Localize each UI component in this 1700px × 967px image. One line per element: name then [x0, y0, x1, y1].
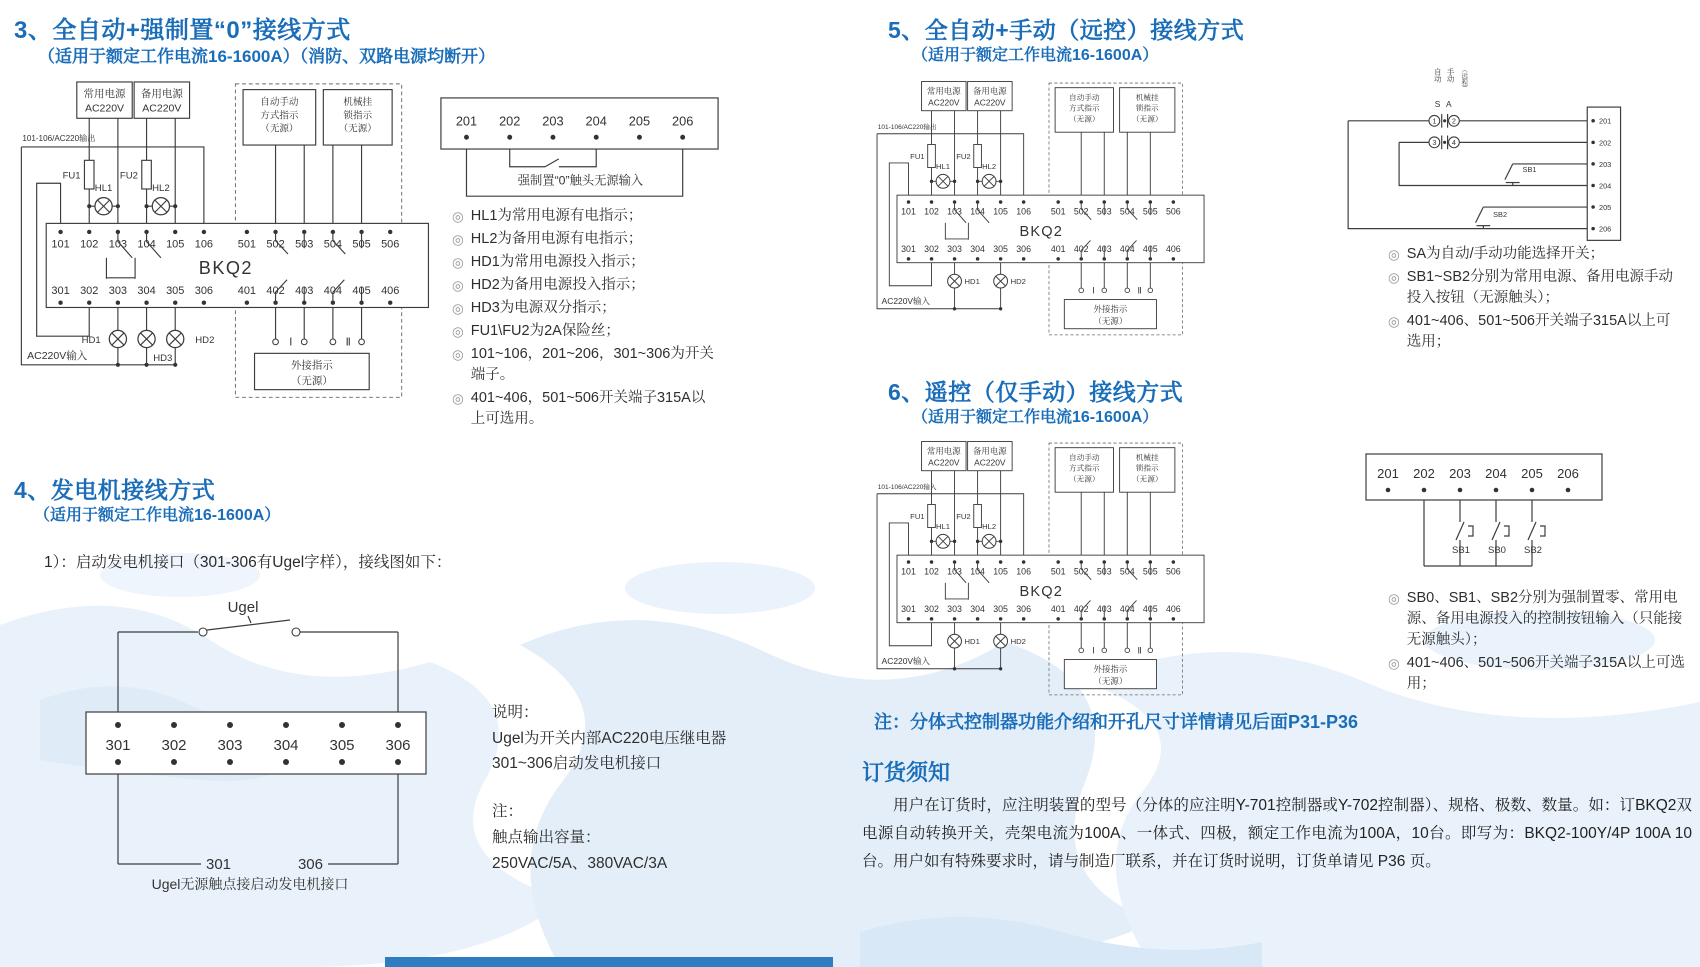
svg-text:303: 303 — [108, 285, 128, 298]
svg-text:303: 303 — [947, 243, 962, 254]
svg-text:503: 503 — [1096, 566, 1112, 577]
note-line: 250VAC/5A、380VAC/3A — [492, 854, 668, 872]
device-label: BKQ2 — [1019, 223, 1064, 240]
lamp-icon — [994, 274, 1008, 288]
svg-text:406: 406 — [381, 285, 400, 298]
svg-text:锁指示: 锁指示 — [1135, 103, 1159, 113]
svg-text:4: 4 — [1451, 137, 1457, 147]
backup-power-box — [968, 442, 1013, 471]
s3-wiring-diagram — [8, 80, 438, 405]
svg-text:HL2: HL2 — [152, 182, 170, 194]
backup-power-voltage: AC220V — [974, 97, 1006, 108]
svg-text:204: 204 — [585, 113, 607, 129]
backup-power-box — [134, 82, 189, 118]
device-label: BKQ2 — [198, 258, 253, 279]
svg-text:2: 2 — [1451, 116, 1457, 126]
bullet-icon: ◎ — [1388, 247, 1400, 262]
backup-power-label: 备用电源 — [140, 88, 183, 101]
s5-notes-list — [1388, 244, 1684, 355]
svg-text:（无源）: （无源） — [338, 123, 377, 135]
svg-text:304: 304 — [970, 603, 985, 614]
svg-text:203: 203 — [542, 113, 564, 129]
sb1-button — [1505, 164, 1587, 186]
svg-text:402: 402 — [1073, 603, 1089, 614]
svg-text:外接指示: 外接指示 — [290, 359, 333, 372]
lamp-icon — [936, 174, 950, 188]
fuse-fu1 — [910, 144, 935, 167]
svg-text:301: 301 — [51, 285, 70, 298]
ac-input-label: AC220V输入 — [881, 296, 930, 307]
bullet-item: ◎ HD2为备用电源投入指示； — [452, 275, 714, 296]
group-1-mark: Ⅰ — [1092, 285, 1095, 296]
svg-text:101: 101 — [51, 238, 70, 251]
svg-text:机械挂: 机械挂 — [1135, 452, 1159, 462]
lamp-icon — [95, 198, 112, 215]
svg-text:504: 504 — [323, 238, 343, 251]
section-6-title: 6、遥控（仅手动）接线方式 — [888, 379, 1184, 405]
lamp-icon — [948, 274, 962, 288]
bkq2-diagram-proto — [877, 82, 1204, 335]
svg-text:FU2: FU2 — [956, 152, 971, 162]
hd3-label: HD3 — [153, 352, 173, 364]
sa-auto-label: 自动 — [1433, 67, 1443, 83]
section-4-subtitle: （适用于额定工作电流16-1600A） — [34, 507, 281, 524]
svg-text:203: 203 — [1449, 466, 1471, 481]
backup-power-label: 备用电源 — [972, 445, 1007, 456]
svg-text:HL2: HL2 — [982, 162, 997, 172]
bullet-icon: ◎ — [1388, 656, 1400, 672]
svg-text:SB2: SB2 — [1524, 545, 1542, 556]
normal-power-voltage: AC220V — [84, 102, 125, 115]
bullet-icon: ◎ — [1388, 314, 1400, 330]
lamp-icon — [109, 330, 126, 347]
svg-text:405: 405 — [1142, 243, 1158, 254]
sb1-button — [1452, 500, 1473, 566]
lamp-icon — [994, 634, 1008, 648]
svg-text:（无源）: （无源） — [1068, 114, 1100, 124]
svg-text:SB0: SB0 — [1488, 545, 1506, 556]
svg-text:104: 104 — [970, 206, 985, 217]
svg-text:锁指示: 锁指示 — [343, 110, 373, 122]
normal-power-label: 常用电源 — [926, 85, 961, 96]
svg-text:401: 401 — [1050, 243, 1066, 254]
order-info-title: 订货须知 — [862, 760, 951, 785]
svg-text:201: 201 — [1599, 116, 1612, 126]
svg-text:505: 505 — [1142, 566, 1158, 577]
svg-text:SB2: SB2 — [1493, 209, 1508, 219]
backup-power-voltage: AC220V — [142, 102, 182, 115]
svg-text:405: 405 — [1142, 603, 1158, 614]
svg-text:106: 106 — [194, 238, 214, 251]
mechanical-lock-indicator-box — [1120, 448, 1175, 555]
svg-text:502: 502 — [1073, 206, 1089, 217]
normal-power-box — [77, 82, 132, 118]
normal-power-voltage: AC220V — [928, 457, 960, 468]
svg-text:205: 205 — [1599, 202, 1612, 212]
section-5-title: 5、全自动+手动（远控）接线方式 — [888, 17, 1245, 43]
svg-text:HL2: HL2 — [982, 522, 997, 532]
svg-text:304: 304 — [273, 737, 299, 754]
bullet-item: ◎ 401~406、501~506开关端子315A以上可选用； — [1388, 653, 1692, 695]
svg-text:105: 105 — [993, 566, 1008, 577]
svg-text:503: 503 — [1096, 206, 1112, 217]
section-3-title: 3、全自动+强制置“0”接线方式 — [14, 17, 351, 44]
svg-text:303: 303 — [947, 603, 962, 614]
svg-text:1: 1 — [1432, 116, 1437, 126]
lamp-icon — [982, 534, 996, 548]
s6-notes-list — [1388, 588, 1692, 697]
svg-text:305: 305 — [166, 285, 185, 298]
lamp-icon — [982, 174, 996, 188]
svg-text:102: 102 — [924, 566, 939, 577]
svg-text:501: 501 — [237, 238, 257, 251]
mechanical-lock-indicator-box — [323, 90, 392, 224]
svg-text:202: 202 — [499, 113, 521, 129]
svg-text:102: 102 — [924, 206, 939, 217]
svg-text:504: 504 — [1119, 566, 1135, 577]
svg-text:104: 104 — [970, 566, 985, 577]
svg-text:方式指示: 方式指示 — [1068, 463, 1100, 473]
out-terminal-301: 301 — [206, 856, 232, 873]
s4-note-capacity — [492, 799, 772, 876]
svg-text:FU2: FU2 — [119, 170, 138, 182]
svg-text:506: 506 — [1165, 206, 1181, 217]
group-2-mark: Ⅱ — [345, 336, 351, 349]
svg-text:302: 302 — [80, 285, 99, 298]
svg-text:505: 505 — [1142, 206, 1158, 217]
bullet-icon: ◎ — [452, 301, 464, 317]
external-indicator — [1064, 263, 1156, 329]
svg-text:101: 101 — [901, 566, 916, 577]
bullet-icon: ◎ — [1388, 591, 1400, 606]
note-line: 触点输出容量： — [492, 828, 601, 846]
sb2-button — [1476, 207, 1588, 229]
external-indicator — [255, 307, 370, 389]
bullet-item: ◎ 401~406、501~506开关端子315A以上可选用； — [1388, 311, 1684, 353]
svg-text:101: 101 — [901, 206, 916, 217]
svg-text:机械挂: 机械挂 — [343, 96, 373, 108]
remote-terminal-strip — [1587, 107, 1620, 240]
backup-power-voltage: AC220V — [974, 457, 1006, 468]
bullet-item: ◎ HD1为常用电源投入指示； — [452, 252, 714, 273]
svg-text:306: 306 — [385, 737, 411, 754]
svg-text:FU1: FU1 — [910, 512, 925, 522]
backup-power-box — [968, 82, 1013, 111]
hd2-label: HD2 — [1010, 277, 1026, 287]
fuse-fu1 — [910, 504, 935, 527]
bus-label: 101-106/AC220输出 — [877, 124, 937, 132]
svg-text:FU1: FU1 — [910, 152, 925, 162]
svg-text:401: 401 — [237, 285, 257, 298]
bullet-icon: ◎ — [1388, 270, 1400, 286]
svg-text:501: 501 — [1050, 566, 1066, 577]
svg-text:206: 206 — [672, 113, 694, 129]
bullet-item: ◎ FU1\FU2为2A保险丝； — [452, 321, 714, 342]
bullet-icon: ◎ — [452, 255, 464, 271]
svg-text:（无源）: （无源） — [260, 123, 299, 135]
hd2-label: HD2 — [195, 334, 215, 346]
svg-text:505: 505 — [352, 238, 371, 251]
svg-text:306: 306 — [1016, 603, 1032, 614]
svg-text:204: 204 — [1485, 466, 1507, 481]
svg-text:405: 405 — [352, 285, 371, 298]
svg-text:（无源）: （无源） — [1093, 676, 1128, 687]
generator-interface-diagram — [38, 592, 458, 892]
svg-text:502: 502 — [1073, 566, 1089, 577]
svg-text:504: 504 — [1119, 206, 1135, 217]
s4-intro: 1）：启动发电机接口（301-306有Ugel字样），接线图如下： — [44, 554, 452, 571]
svg-text:SB1: SB1 — [1522, 164, 1537, 174]
lamp-icon — [138, 330, 155, 347]
fuse-fu2 — [956, 144, 981, 167]
note-line: 注： — [492, 803, 524, 821]
svg-text:外接指示: 外接指示 — [1093, 303, 1128, 314]
ac-input-label: AC220V输入 — [27, 350, 88, 363]
normal-power-box — [922, 442, 967, 471]
svg-text:206: 206 — [1557, 466, 1579, 481]
sa-selector-diagram — [1336, 62, 1666, 258]
svg-text:203: 203 — [1599, 159, 1612, 169]
svg-text:506: 506 — [1165, 566, 1181, 577]
svg-text:201: 201 — [455, 113, 478, 129]
external-indicator — [1064, 623, 1156, 689]
svg-text:方式指示: 方式指示 — [260, 110, 299, 122]
strip-caption: 强制置“0”触头无源输入 — [517, 173, 644, 188]
bullet-item: ◎ HL2为备用电源有电指示； — [452, 229, 714, 250]
svg-text:204: 204 — [1599, 181, 1612, 191]
mechanical-lock-indicator-box — [1120, 88, 1175, 195]
svg-text:自动手动: 自动手动 — [260, 96, 299, 108]
svg-text:402: 402 — [1073, 243, 1089, 254]
svg-text:401: 401 — [1050, 603, 1066, 614]
group-2-mark: Ⅱ — [1137, 285, 1142, 296]
svg-text:302: 302 — [924, 243, 939, 254]
section-6-subtitle: （适用于额定工作电流16-1600A） — [912, 409, 1159, 426]
svg-text:205: 205 — [1521, 466, 1543, 481]
svg-text:302: 302 — [924, 603, 939, 614]
svg-text:305: 305 — [993, 603, 1008, 614]
svg-text:202: 202 — [1599, 138, 1612, 148]
bus-label: 101-106/AC220输出 — [22, 134, 96, 144]
device-label: BKQ2 — [1019, 583, 1064, 600]
bkq2-diagram-proto — [21, 82, 428, 397]
svg-text:202: 202 — [1413, 466, 1435, 481]
bullet-icon: ◎ — [452, 324, 464, 340]
fuse-fu2 — [120, 160, 151, 189]
bullet-icon: ◎ — [452, 278, 464, 294]
lamp-icon — [167, 330, 184, 347]
svg-text:102: 102 — [80, 238, 99, 251]
ugel-caption: Ugel无源触点接启动发电机接口 — [151, 876, 349, 892]
svg-text:301: 301 — [105, 737, 131, 754]
svg-text:103: 103 — [947, 566, 962, 577]
svg-text:104: 104 — [137, 238, 156, 251]
svg-text:205: 205 — [628, 113, 651, 129]
svg-text:106: 106 — [1016, 206, 1032, 217]
svg-text:304: 304 — [970, 243, 985, 254]
backup-power-label: 备用电源 — [972, 85, 1007, 96]
svg-text:103: 103 — [108, 238, 128, 251]
ac-input-label: AC220V输入 — [881, 656, 930, 667]
svg-text:402: 402 — [266, 285, 285, 298]
svg-text:自动手动: 自动手动 — [1068, 452, 1100, 462]
svg-text:外接指示: 外接指示 — [1093, 663, 1128, 674]
svg-text:304: 304 — [137, 285, 156, 298]
hd1-label: HD1 — [964, 637, 980, 647]
group-2-mark: Ⅱ — [1137, 645, 1142, 656]
normal-power-voltage: AC220V — [928, 97, 960, 108]
bullet-item: ◎ SB0、SB1、SB2分别为强制置零、常用电源、备用电源投入的控制按钮输入（只能接无源触头）； — [1388, 588, 1692, 651]
note-line: 说明： — [492, 704, 539, 721]
svg-text:FU2: FU2 — [956, 512, 971, 522]
svg-text:（无源）: （无源） — [1068, 474, 1100, 484]
bullet-icon: ◎ — [452, 209, 464, 224]
svg-text:201: 201 — [1377, 466, 1399, 481]
section-5-subtitle: （适用于额定工作电流16-1600A） — [912, 47, 1159, 64]
lamp-icon — [152, 198, 169, 215]
sa-switch-label: S A — [1434, 99, 1454, 110]
bkq2-diagram-proto — [877, 442, 1204, 695]
split-controller-note: 注：分体式控制器功能介绍和开孔尺寸详情请见后面P31-P36 — [874, 712, 1359, 732]
s3-terminal-strip — [437, 92, 722, 210]
bullet-item: ◎ HD3为电源双分指示； — [452, 298, 714, 319]
svg-text:锁指示: 锁指示 — [1135, 463, 1159, 473]
bullet-item: ◎ 101~106，201~206，301~306为开关端子。 — [452, 344, 714, 386]
out-terminal-306: 306 — [297, 856, 323, 873]
svg-text:406: 406 — [1165, 603, 1181, 614]
svg-text:501: 501 — [1050, 206, 1066, 217]
bullet-item: ◎ SA为自动/手动功能选择开关； — [1388, 244, 1684, 265]
auto-manual-indicator-box — [1055, 448, 1113, 555]
svg-text:305: 305 — [329, 737, 355, 754]
svg-text:503: 503 — [295, 238, 314, 251]
s5-wiring-diagram — [866, 80, 1212, 341]
svg-text:SB1: SB1 — [1452, 545, 1470, 556]
svg-text:HL1: HL1 — [94, 182, 113, 194]
note-line: 301~306启动发电机接口 — [492, 755, 662, 773]
svg-text:306: 306 — [194, 285, 214, 298]
normal-power-label: 常用电源 — [926, 445, 961, 456]
lamp-icon — [936, 534, 950, 548]
hd1-label: HD1 — [964, 277, 980, 287]
hd1-label: HD1 — [81, 334, 101, 346]
hd-lamps — [82, 307, 215, 366]
svg-text:404: 404 — [1119, 603, 1135, 614]
svg-text:301: 301 — [901, 243, 916, 254]
hd-lamps — [948, 623, 1026, 671]
svg-text:3: 3 — [1432, 137, 1437, 147]
svg-text:306: 306 — [1016, 243, 1032, 254]
svg-text:机械挂: 机械挂 — [1135, 92, 1159, 102]
auto-manual-indicator-box — [1055, 88, 1113, 195]
svg-text:（无源）: （无源） — [1131, 474, 1163, 484]
s6-wiring-diagram — [866, 440, 1212, 701]
svg-text:106: 106 — [1016, 566, 1032, 577]
footer-bar — [385, 957, 833, 967]
s4-note-description — [492, 700, 772, 777]
bullet-icon: ◎ — [452, 347, 464, 363]
bullet-icon: ◎ — [452, 391, 464, 407]
svg-text:FU1: FU1 — [62, 170, 81, 182]
s4-notes — [492, 700, 772, 876]
terminal-block — [86, 712, 426, 774]
svg-text:方式指示: 方式指示 — [1068, 103, 1100, 113]
section-3-subtitle: （适用于额定工作电流16-1600A）（消防、双路电源均断开） — [38, 47, 496, 66]
ugel-label: Ugel — [227, 599, 259, 616]
svg-text:305: 305 — [993, 243, 1008, 254]
bullet-item: ◎ 401~406，501~506开关端子315A以上可选用。 — [452, 388, 714, 430]
svg-text:404: 404 — [1119, 243, 1135, 254]
group-1-mark: Ⅰ — [289, 336, 293, 349]
svg-text:303: 303 — [217, 737, 243, 754]
svg-text:506: 506 — [381, 238, 400, 251]
normal-power-label: 常用电源 — [83, 88, 126, 101]
svg-text:HL1: HL1 — [936, 162, 951, 172]
svg-text:502: 502 — [266, 238, 285, 251]
auto-manual-indicator-box — [243, 90, 316, 224]
fuse-fu2 — [956, 504, 981, 527]
svg-text:301: 301 — [901, 603, 916, 614]
bullet-item: ◎ HL1为常用电源有电指示； — [452, 206, 714, 227]
svg-text:自动手动: 自动手动 — [1068, 92, 1100, 102]
note-line: Ugel为开关内部AC220电压继电器 — [492, 729, 727, 747]
svg-text:406: 406 — [1165, 243, 1181, 254]
bullet-icon: ◎ — [452, 232, 464, 248]
bullet-item: ◎ SB1~SB2分别为常用电源、备用电源手动投入按钮（无源触头）； — [1388, 267, 1684, 309]
lamp-icon — [948, 634, 962, 648]
svg-text:403: 403 — [295, 285, 314, 298]
normal-power-box — [922, 82, 967, 111]
svg-text:403: 403 — [1096, 243, 1112, 254]
sb2-button — [1524, 500, 1545, 566]
s3-notes-list — [452, 206, 714, 432]
hd2-label: HD2 — [1010, 637, 1026, 647]
sb0-button — [1488, 500, 1509, 566]
fuse-fu1 — [63, 160, 94, 189]
group-1-mark: Ⅰ — [1092, 645, 1095, 656]
svg-text:302: 302 — [161, 737, 187, 754]
svg-text:206: 206 — [1599, 224, 1612, 234]
svg-text:（无源）: （无源） — [290, 374, 333, 387]
svg-text:105: 105 — [166, 238, 185, 251]
svg-text:（无源）: （无源） — [1093, 316, 1128, 327]
svg-text:403: 403 — [1096, 603, 1112, 614]
svg-text:105: 105 — [993, 206, 1008, 217]
svg-text:HL1: HL1 — [936, 522, 951, 532]
section-4-title: 4、发电机接线方式 — [14, 477, 216, 503]
bus-label: 101-106/AC220输入 — [877, 484, 937, 492]
sa-manual-label: 手动 — [1446, 67, 1456, 83]
order-info-body: 用户在订货时，应注明装置的型号（分体的应注明Y-701控制器或Y-702控制器）、规格、极数、数量。如：订BKQ2双电源自动转换开关，壳架电流为100A、一体式、四极，额定工作电流为100A，10台。即写为：BKQ2-100Y/4P 100A 10台。用户如有特殊要求时，请与制造厂联系，并在订货时说明，订货单请见 P36 页。 — [862, 797, 1692, 870]
hd-lamps — [948, 263, 1026, 311]
svg-text:（无源）: （无源） — [1131, 114, 1163, 124]
svg-text:404: 404 — [323, 285, 343, 298]
sa-remote-label: （远程） — [1460, 65, 1468, 92]
svg-text:103: 103 — [947, 206, 962, 217]
